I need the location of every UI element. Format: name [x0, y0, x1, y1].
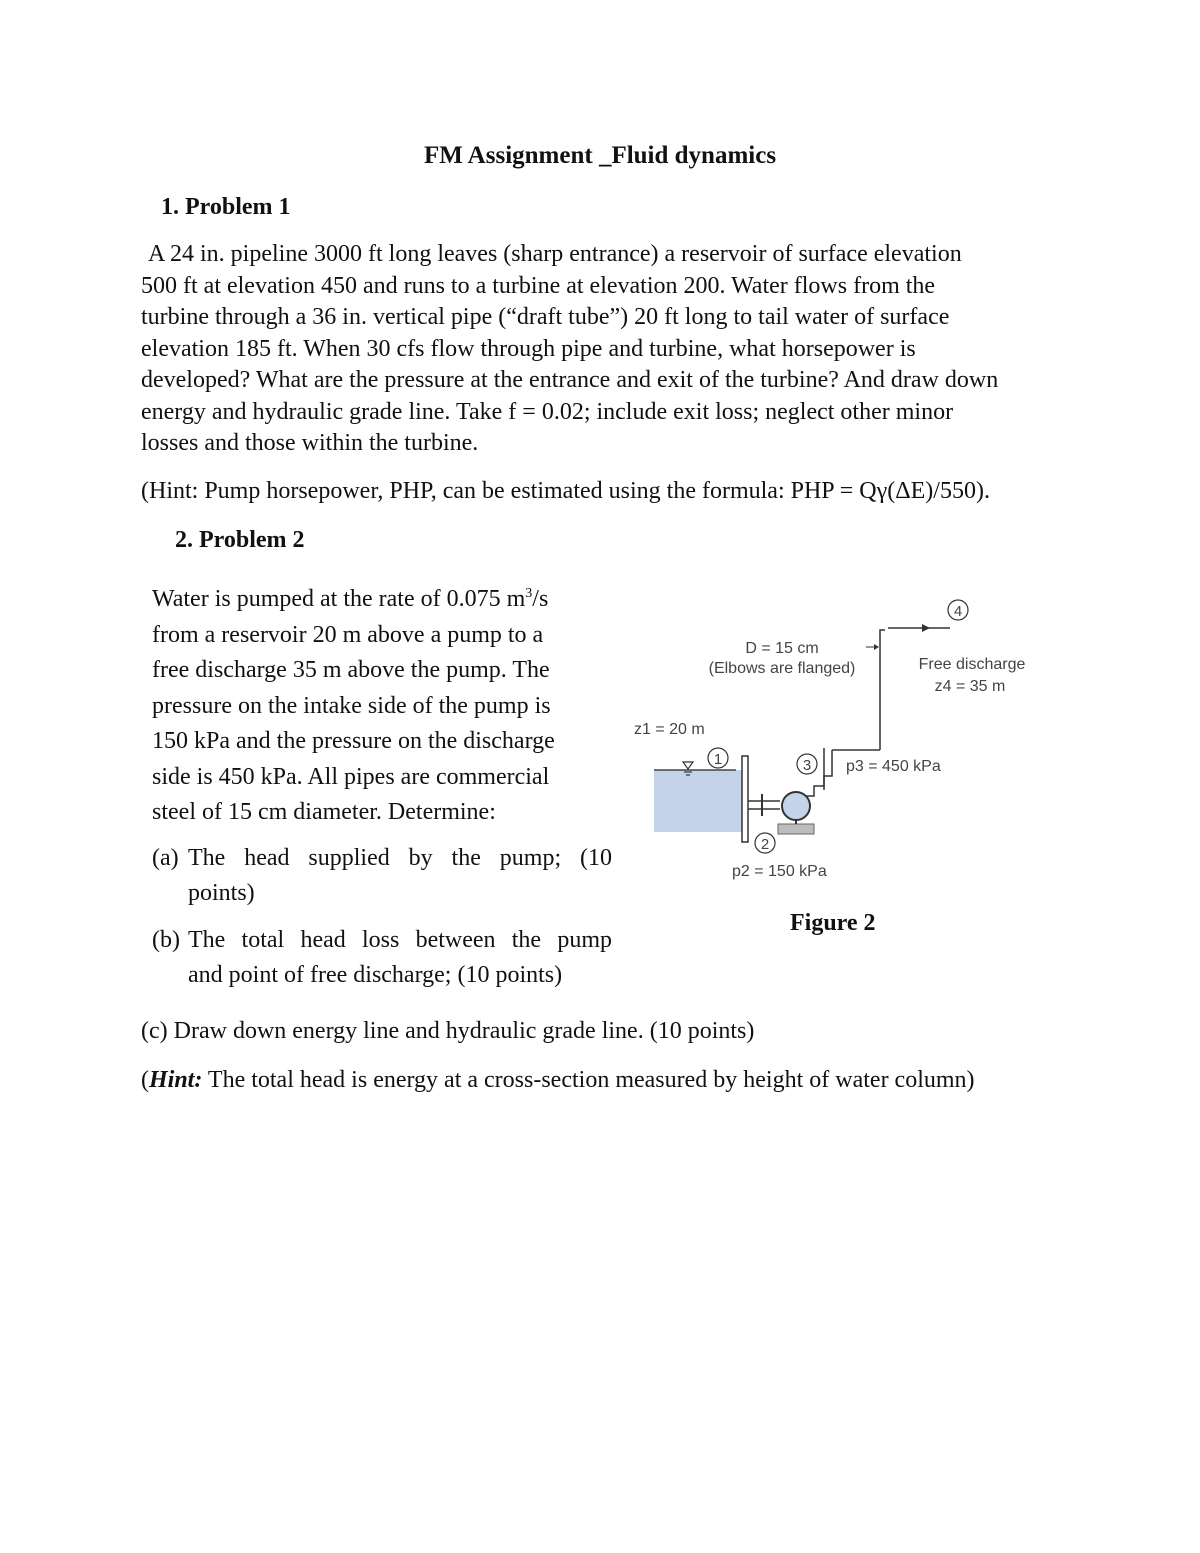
z1-label: z1 = 20 m	[634, 721, 705, 738]
elbows-label: (Elbows are flanged)	[708, 660, 856, 677]
problem-1-text	[141, 239, 1061, 460]
figure-caption: Figure 2	[790, 910, 876, 936]
problem-2-hint: (Hint: The total head is energy at a cross-section measured by height of water column)	[141, 1067, 975, 1093]
problem-1-heading: 1. Problem 1	[161, 194, 291, 220]
item-a	[152, 841, 612, 911]
diameter-label: D = 15 cm	[745, 640, 819, 657]
problem-1-line: losses and those within the turbine.	[141, 430, 479, 456]
svg-text:1: 1	[713, 751, 723, 768]
problem-1-line: 500 ft at elevation 450 and runs to a turbine at elevation 200. Water flows from the	[141, 272, 936, 299]
problem-2-line: free discharge 35 m above the pump. The	[152, 657, 550, 683]
item-b-line: and point of free discharge; (10 points)	[188, 962, 563, 988]
hint-label: Hint:	[149, 1067, 203, 1093]
svg-text:2: 2	[760, 836, 770, 853]
discharge-pipe-lower-b	[824, 750, 832, 790]
problem-1-line: turbine through a 36 in. vertical pipe (“draft tube”) 20 ft long to tail water of surface	[141, 304, 950, 330]
point-1-marker	[708, 748, 728, 768]
figure-2-diagram	[610, 580, 1050, 900]
problem-2-line: Water is pumped at the rate of 0.075 $m^3/s$	[152, 586, 549, 612]
item-a-line: The head supplied by the pump; (10	[188, 845, 612, 871]
free-discharge-label: Free discharge	[918, 656, 1026, 673]
item-b-line: The total head loss between the pump	[188, 927, 612, 953]
problem-2-text	[152, 582, 622, 831]
problem-2-line: steel of 15 cm diameter. Determine:	[152, 799, 496, 825]
pump-base	[778, 824, 814, 834]
problem-1-hint: (Hint: Pump horsepower, PHP, can be estimated using the formula: PHP = Qγ(ΔE)/550).	[141, 478, 990, 504]
point-3-marker	[797, 754, 817, 774]
item-a-label: (a)	[152, 845, 179, 871]
problem-2-line: pressure on the intake side of the pump is	[152, 692, 551, 719]
item-a-line: points)	[188, 880, 255, 906]
suction-pipe	[748, 801, 780, 809]
problem-2-line: side is 450 kPa. All pipes are commercial	[152, 763, 550, 790]
problem-1-line: elevation 185 ft. When 30 cfs flow through pipe and turbine, what horsepower is	[141, 335, 916, 362]
item-b	[152, 923, 612, 993]
point-2-marker	[755, 833, 775, 853]
pump-icon	[782, 792, 810, 820]
discharge-pipe-riser	[880, 630, 885, 750]
item-c: (c) Draw down energy line and hydraulic grade line. (10 points)	[141, 1018, 755, 1044]
page-title: FM Assignment _Fluid dynamics	[423, 142, 777, 169]
reservoir-wall	[742, 756, 748, 842]
problem-2-heading: 2. Problem 2	[175, 527, 305, 553]
problem-1-line: A 24 in. pipeline 3000 ft long leaves (sharp entrance) a reservoir of surface elevation	[148, 241, 962, 267]
problem-1-line: developed? What are the pressure at the entrance and exit of the turbine? And draw down	[141, 367, 999, 393]
svg-text:3: 3	[802, 757, 812, 774]
point-4-marker	[948, 600, 968, 620]
flow-arrow-icon	[922, 624, 930, 632]
item-b-label: (b)	[152, 927, 180, 953]
p3-label: p3 = 450 kPa	[846, 758, 941, 775]
svg-text:4: 4	[953, 603, 963, 620]
problem-2-line: 150 kPa and the pressure on the discharge	[152, 728, 555, 754]
problem-1-line: energy and hydraulic grade line. Take f = 0.02; include exit loss; neglect other minor	[141, 398, 954, 425]
z4-label: z4 = 35 m	[934, 678, 1006, 695]
problem-2-line: from a reservoir 20 m above a pump to a	[152, 621, 544, 648]
reservoir-water	[654, 770, 742, 832]
p2-label: p2 = 150 kPa	[732, 863, 827, 880]
